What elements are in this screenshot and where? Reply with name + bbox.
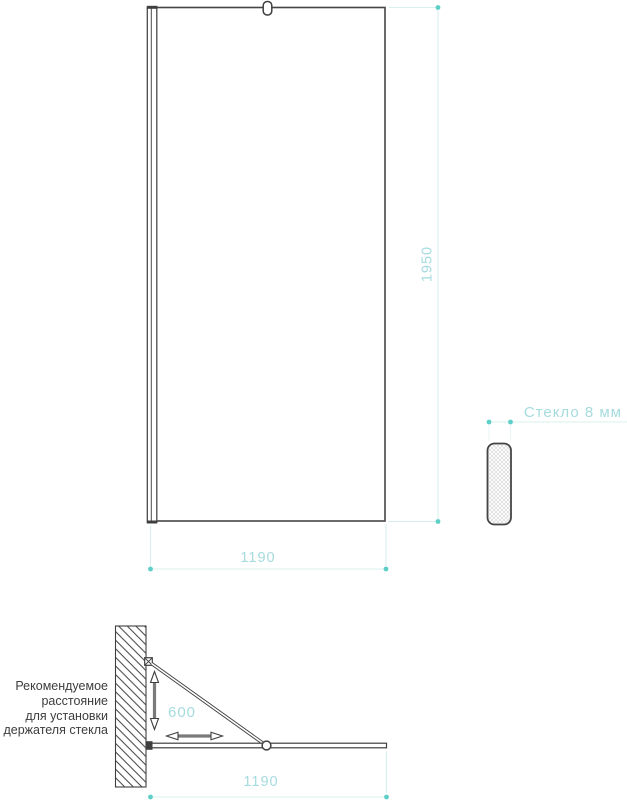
height-dimension-label: 1950 — [419, 245, 436, 283]
wall-profile — [147, 6, 158, 524]
top-clip — [263, 2, 272, 16]
holder-recommendation-note — [0, 679, 108, 738]
horizontal-distance-arrow — [167, 732, 223, 740]
note-line: для установки — [25, 708, 108, 723]
vertical-distance-arrow — [151, 672, 159, 730]
rod-connector — [262, 741, 271, 750]
width-dimension-label-side: 1190 — [243, 774, 279, 790]
note-line: Рекомендуемое — [15, 679, 108, 693]
note-line: держателя стекла — [3, 723, 108, 738]
glass-thickness-label: Стекло 8 мм — [523, 404, 622, 421]
note-line: расстояние — [41, 693, 108, 708]
glass-thickness-leader — [487, 420, 627, 442]
glass-cross-section — [488, 444, 512, 525]
holder-distance-label: 600 — [168, 704, 197, 721]
width-dimension-label-front: 1190 — [240, 550, 276, 566]
wall-section — [116, 626, 147, 787]
glass-panel-front — [151, 8, 386, 522]
